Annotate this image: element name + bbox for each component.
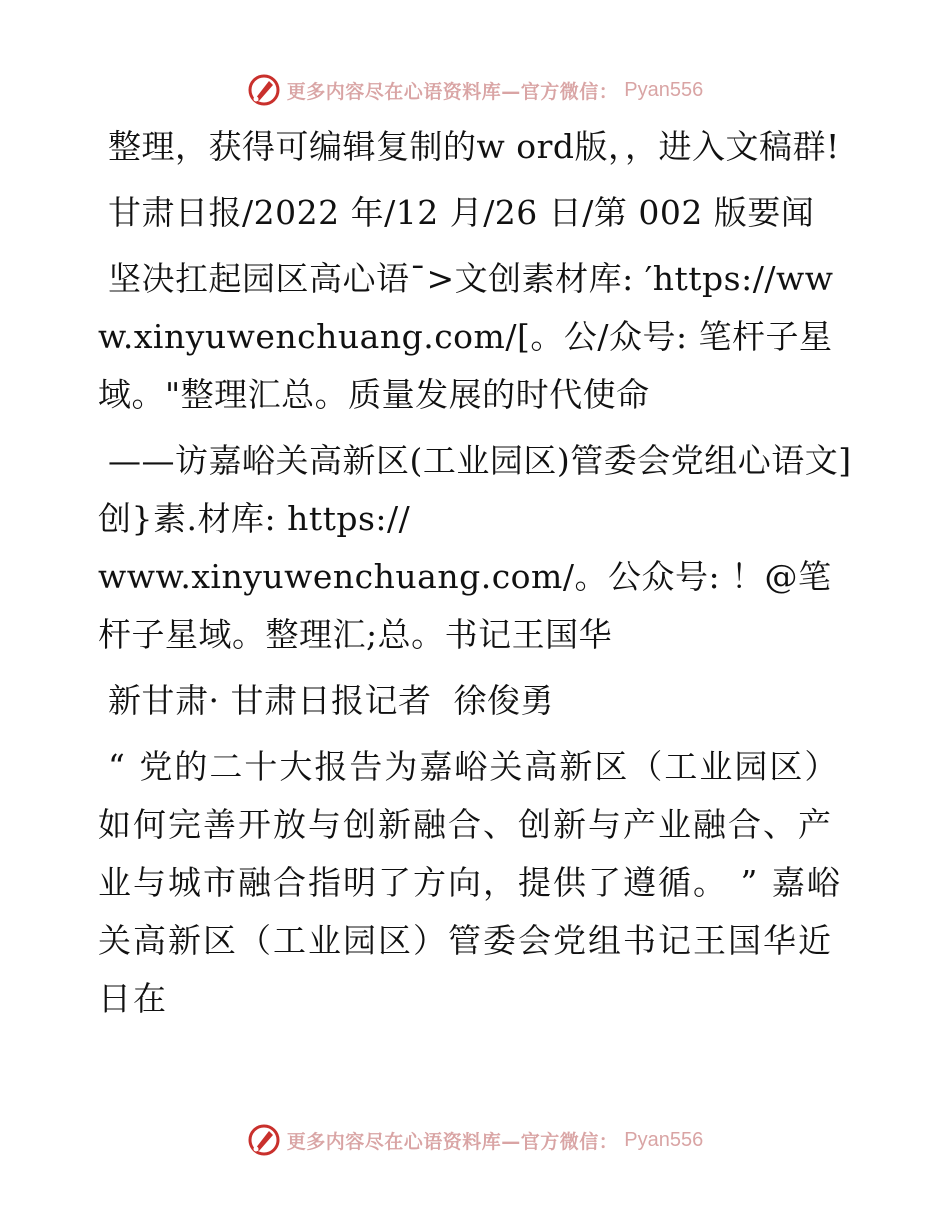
watermark-text: 更多内容尽在心语资料库—官方微信： — [286, 1130, 619, 1153]
paragraph-editing-note: 整理，获得可编辑复制的w ord版，，进入文稿群! — [108, 127, 840, 166]
paragraph-subheadline: ——访嘉峪关高新区(工业园区)管委会党组心语文]创}素.材库: https:// www.xinyuwenchuang.com/。公众号: ！@笔杆子星域。整理汇;总。书记王国华 — [98, 441, 852, 654]
paragraph-source-line: 甘肃日报/2022 年/12 月/26 日/第 002 版要闻 — [108, 193, 815, 232]
watermark-wechat-id: Pyan556 — [624, 78, 704, 101]
watermark-text: 更多内容尽在心语资料库—官方微信： — [286, 80, 619, 103]
document-body — [98, 118, 858, 1036]
pen-logo-icon — [247, 73, 281, 107]
watermark-wechat-id: Pyan556 — [624, 1128, 704, 1151]
pen-logo-icon — [247, 1123, 281, 1157]
paragraph-headline: 坚决扛起园区高心语¯>文创素材库: ′https://www.xinyuwenchuang.com/[。公/众号: 笔杆子星域。"整理汇总。质量发展的时代使命 — [98, 259, 834, 414]
paragraph-byline: 新甘肃· 甘肃日报记者 徐俊勇 — [108, 681, 554, 720]
footer-watermark — [0, 1120, 950, 1160]
header-watermark — [0, 70, 950, 110]
paragraph-body: “ 党的二十大报告为嘉峪关高新区（工业园区）如何完善开放与创新融合、创新与产业融合、产业与城市融合指明了方向，提供了遵循。 ” 嘉峪关高新区（工业园区）管委会党组书记王国华近日在 — [98, 747, 842, 1018]
